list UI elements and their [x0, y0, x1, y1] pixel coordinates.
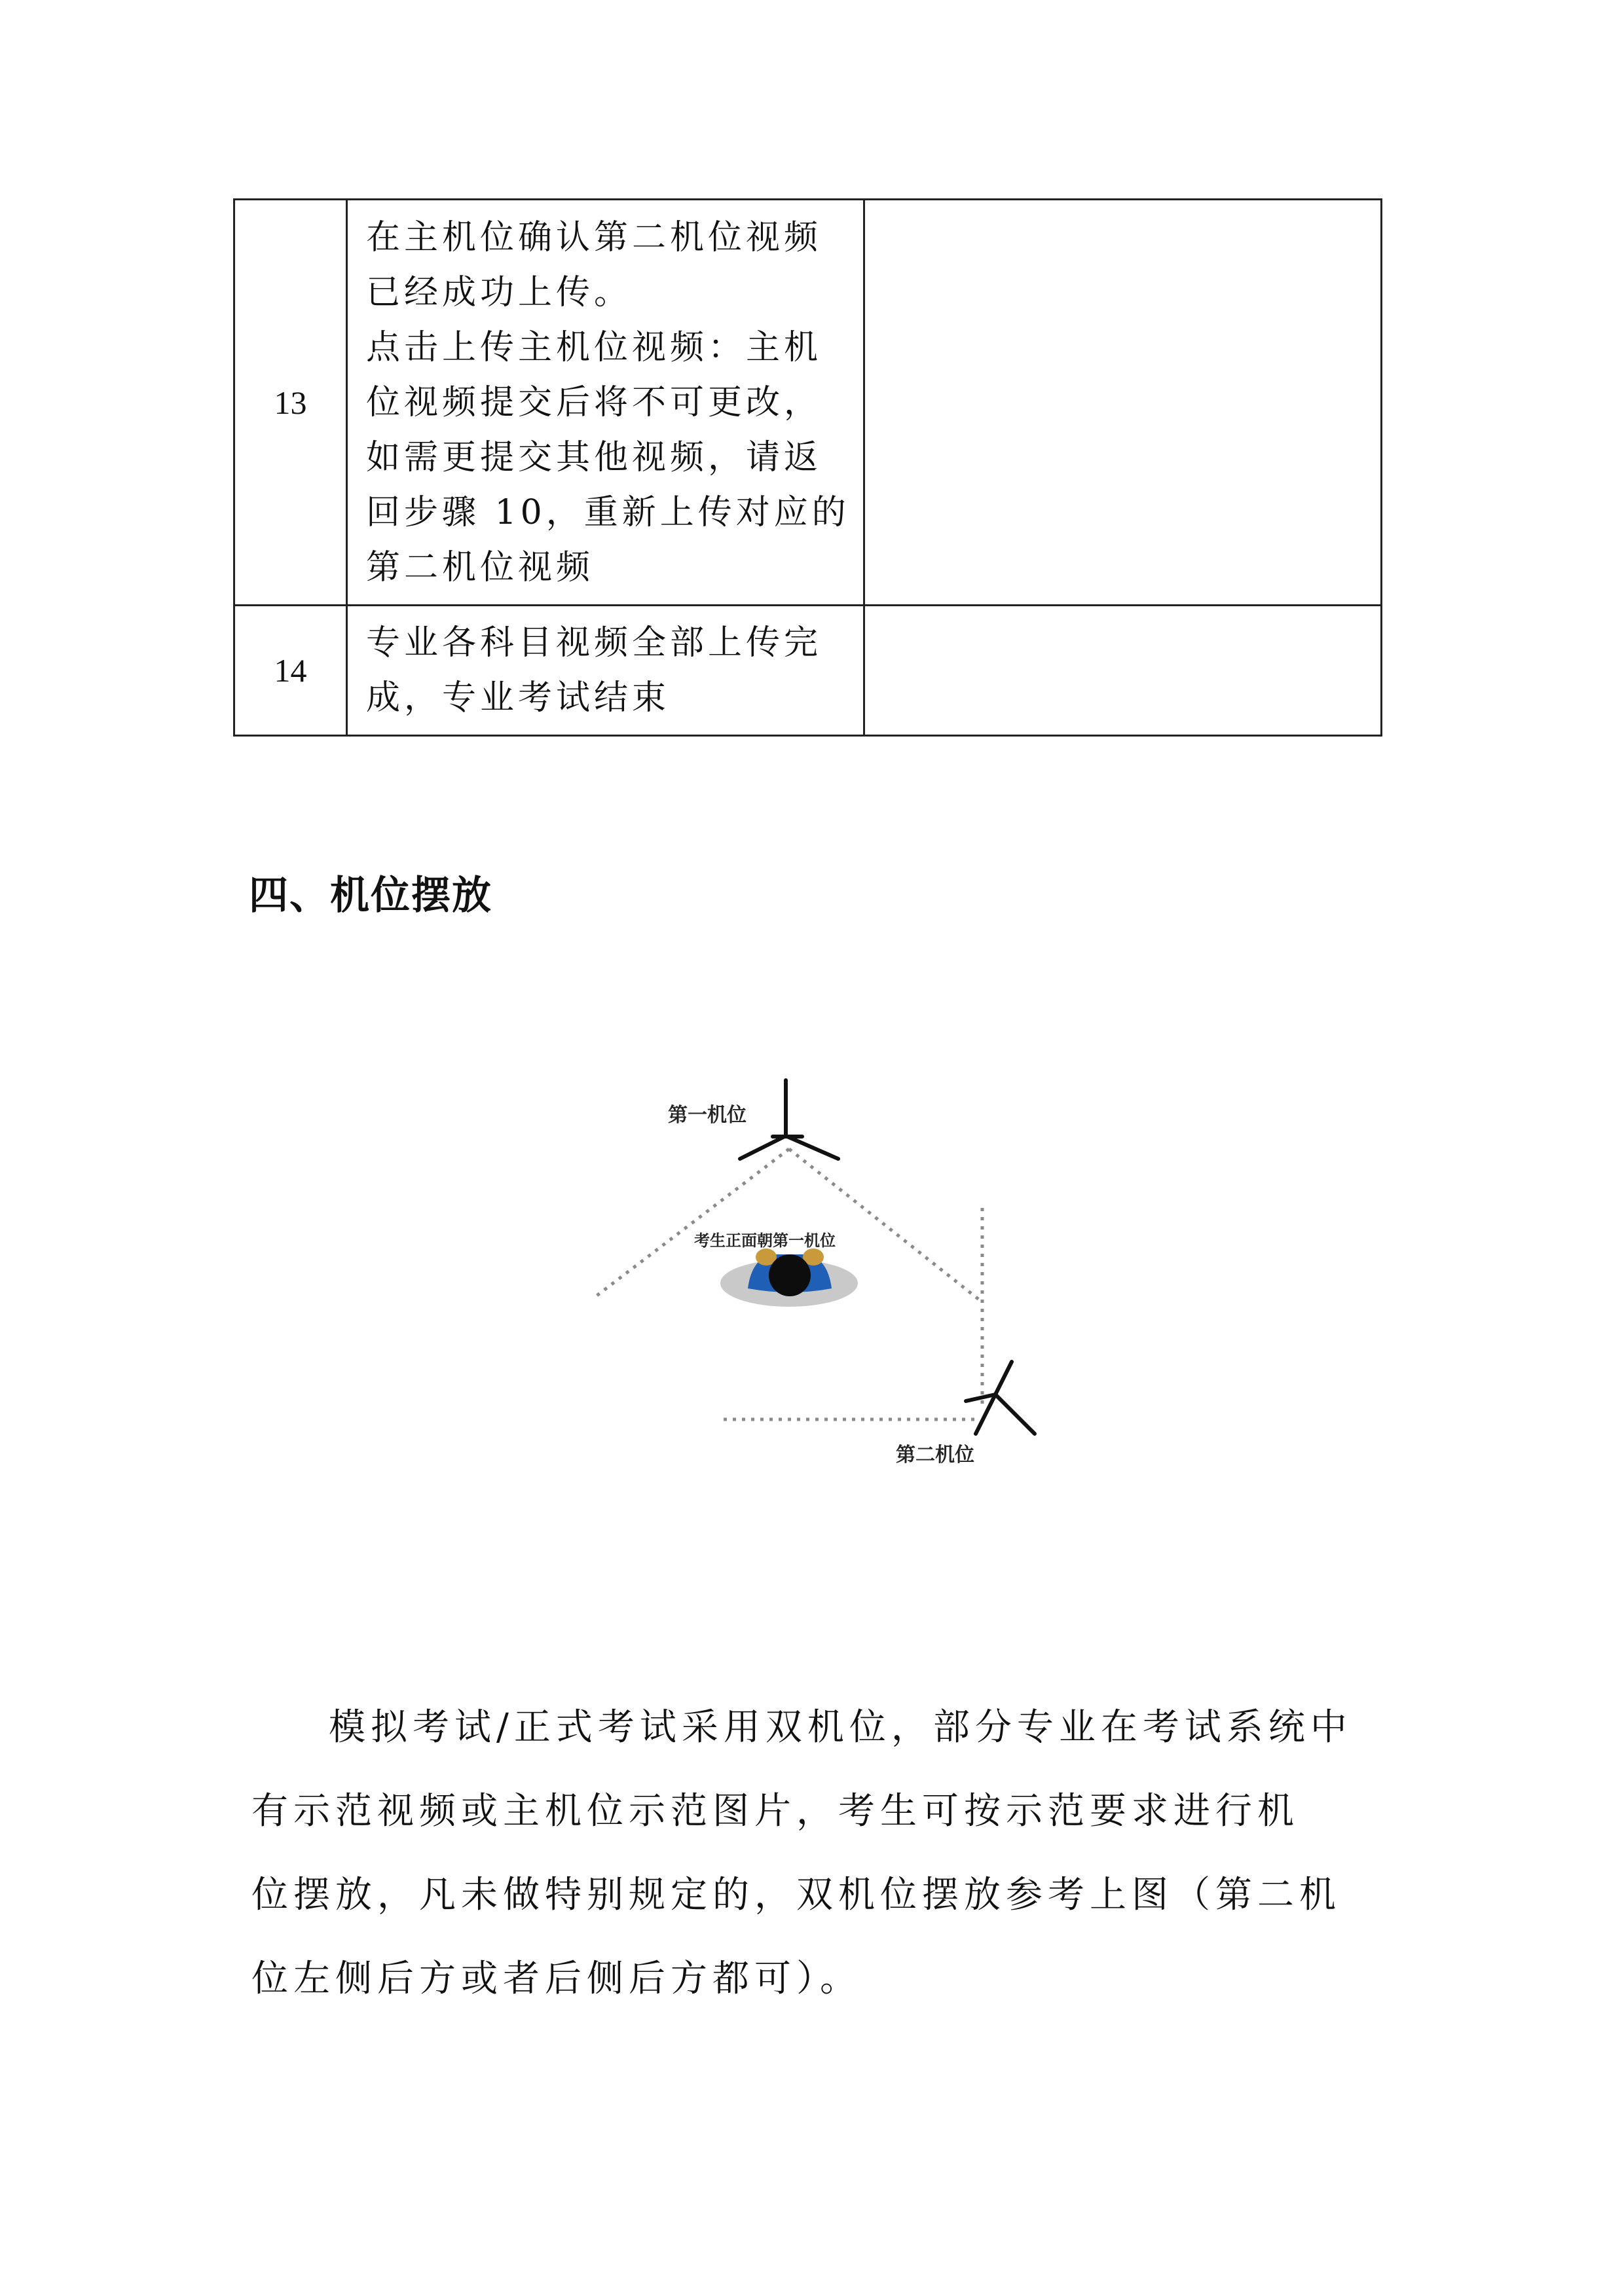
diagram-graphic — [576, 1067, 1074, 1486]
camera1-label: 第一机位 — [668, 1104, 747, 1127]
step-line: 回步骤 10，重新上传对应的 — [366, 492, 850, 532]
candidate-icon — [720, 1248, 858, 1307]
step-number: 13 — [234, 200, 347, 606]
step-line: 位视频提交后将不可更改， — [366, 382, 822, 422]
paragraph-line: 位左侧后方或者后侧后方都可）。 — [251, 1958, 862, 2000]
candidate-label: 考生正面朝第一机位 — [694, 1231, 836, 1250]
step-line: 如需更提交其他视频，请返 — [366, 437, 822, 477]
step-line: 点击上传主机位视频：主机 — [366, 327, 822, 367]
step-line: 第二机位视频 — [366, 547, 595, 587]
step-description — [347, 200, 864, 606]
paragraph-line: 位摆放，凡未做特别规定的，双机位摆放参考上图（第二机 — [251, 1874, 1341, 1916]
step-number: 14 — [234, 606, 347, 736]
paragraph-line: 有示范视频或主机位示范图片，考生可按示范要求进行机 — [251, 1790, 1299, 1832]
paragraph-line: 模拟考试/正式考试采用双机位，部分专业在考试系统中 — [329, 1706, 1352, 1749]
table-row — [234, 200, 1382, 606]
step-image-cell — [864, 606, 1382, 736]
camera1-tripod-icon — [740, 1080, 838, 1159]
camera2-tripod-icon — [966, 1362, 1035, 1434]
step-line: 在主机位确认第二机位视频 — [366, 217, 822, 257]
step-description — [347, 606, 864, 736]
camera2-label: 第二机位 — [896, 1444, 974, 1467]
camera-placement-diagram — [576, 1067, 1074, 1486]
body-paragraph — [251, 1686, 1391, 2021]
step-image-cell — [864, 200, 1382, 606]
step-line: 成，专业考试结束 — [366, 678, 671, 718]
table-row — [234, 606, 1382, 736]
steps-table — [233, 198, 1382, 737]
step-line: 专业各科目视频全部上传完 — [366, 623, 822, 663]
section-heading: 四、机位摆放 — [249, 873, 492, 919]
step-line: 已经成功上传。 — [366, 272, 633, 312]
